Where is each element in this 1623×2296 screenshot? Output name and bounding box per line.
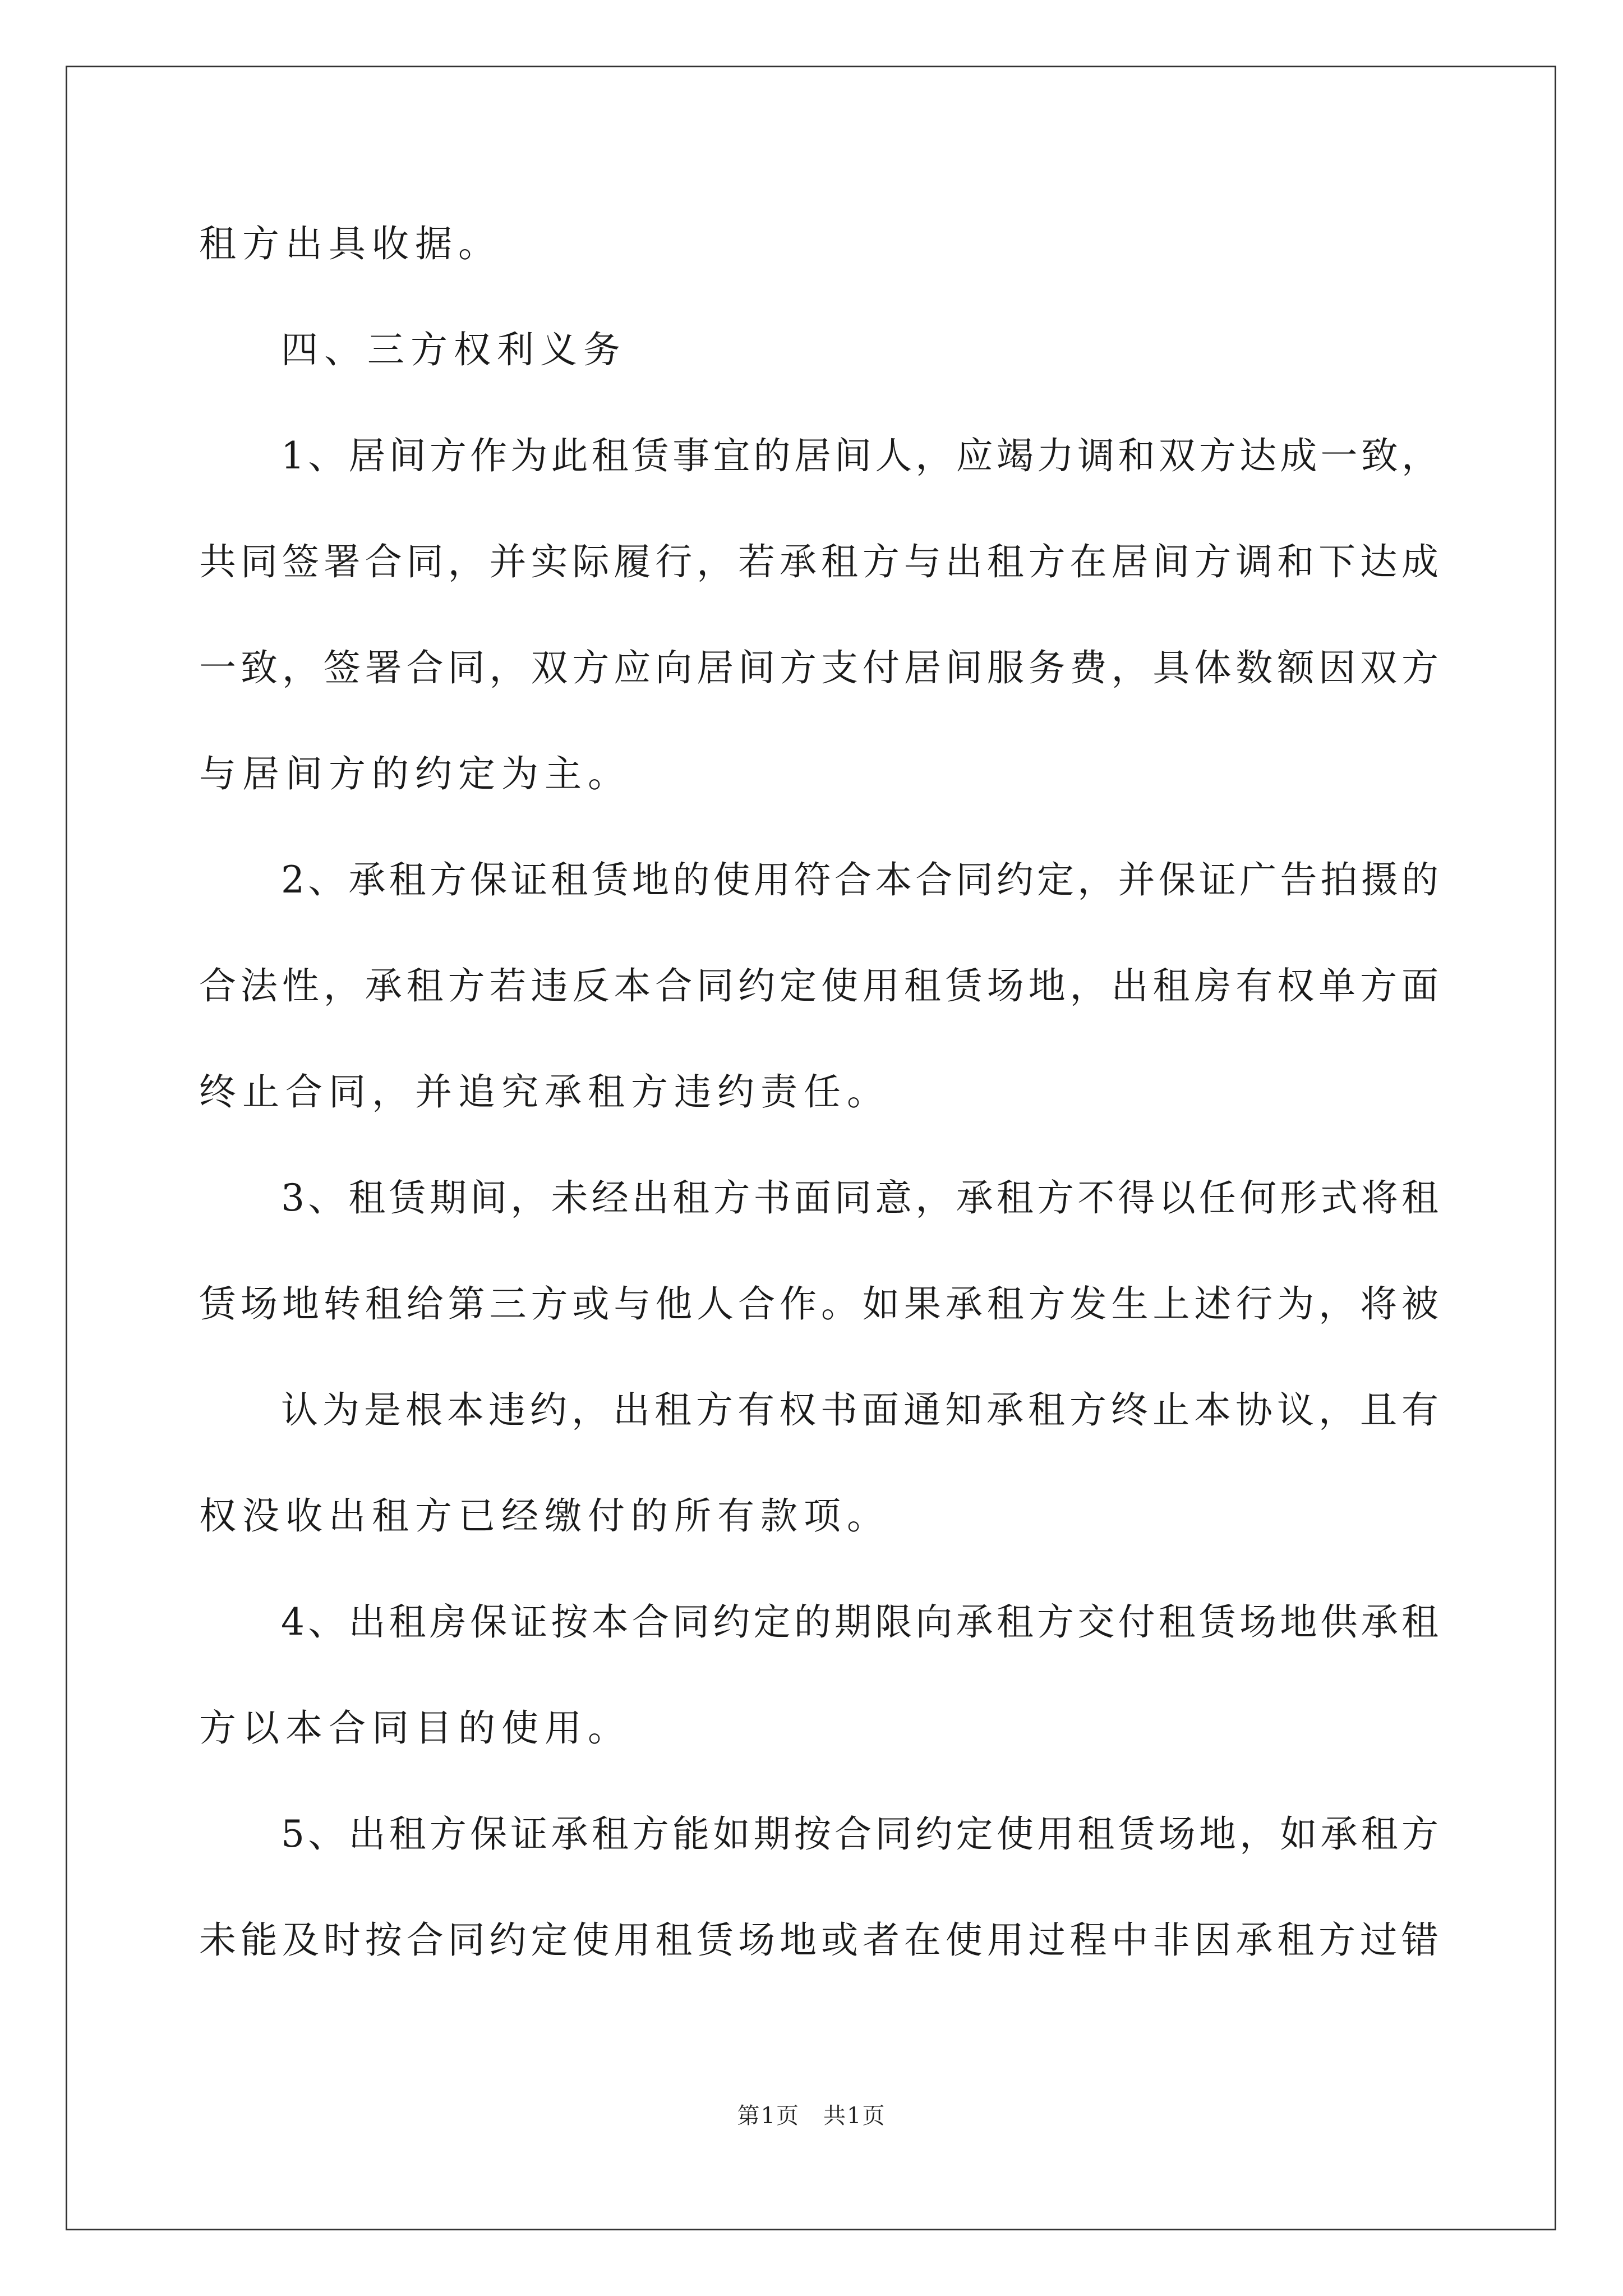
section-heading: 四、三方权利义务: [281, 328, 626, 371]
page-number-footer: 第1页 共1页: [737, 2103, 886, 2129]
paragraph-line: 3、租赁期间，未经出租方书面同意，承租方不得以任何形式将租: [281, 1176, 1438, 1220]
paragraph-line: 租方出具收据。: [199, 222, 501, 265]
paragraph-line: 认为是根本违约，出租方有权书面通知承租方终止本协议，且有: [281, 1388, 1438, 1432]
paragraph-line: 5、出租方保证承租方能如期按合同约定使用租赁场地，如承租方: [281, 1812, 1438, 1856]
paragraph-line: 一致，签署合同，双方应向居间方支付居间服务费，具体数额因双方: [199, 646, 1438, 689]
paragraph-line: 共同签署合同，并实际履行，若承租方与出租方在居间方调和下达成: [199, 540, 1438, 583]
paragraph-line: 2、承租方保证租赁地的使用符合本合同约定，并保证广告拍摄的: [281, 858, 1438, 901]
paragraph-line: 合法性，承租方若违反本合同约定使用租赁场地，出租房有权单方面: [199, 964, 1438, 1007]
paragraph-line: 未能及时按合同约定使用租赁场地或者在使用过程中非因承租方过错: [199, 1918, 1438, 1962]
paragraph-line: 赁场地转租给第三方或与他人合作。如果承租方发生上述行为，将被: [199, 1282, 1438, 1326]
document-body: [199, 216, 1438, 2018]
paragraph-line: 1、居间方作为此租赁事宜的居间人，应竭力调和双方达成一致，: [281, 434, 1438, 477]
paragraph-line: 4、出租房保证按本合同约定的期限向承租方交付租赁场地供承租: [281, 1600, 1438, 1644]
paragraph-line: 方以本合同目的使用。: [199, 1706, 631, 1750]
paragraph-line: 与居间方的约定为主。: [199, 752, 631, 795]
paragraph-line: 终止合同，并追究承租方违约责任。: [199, 1070, 890, 1114]
paragraph-line: 权没收出租方已经缴付的所有款项。: [199, 1494, 890, 1538]
